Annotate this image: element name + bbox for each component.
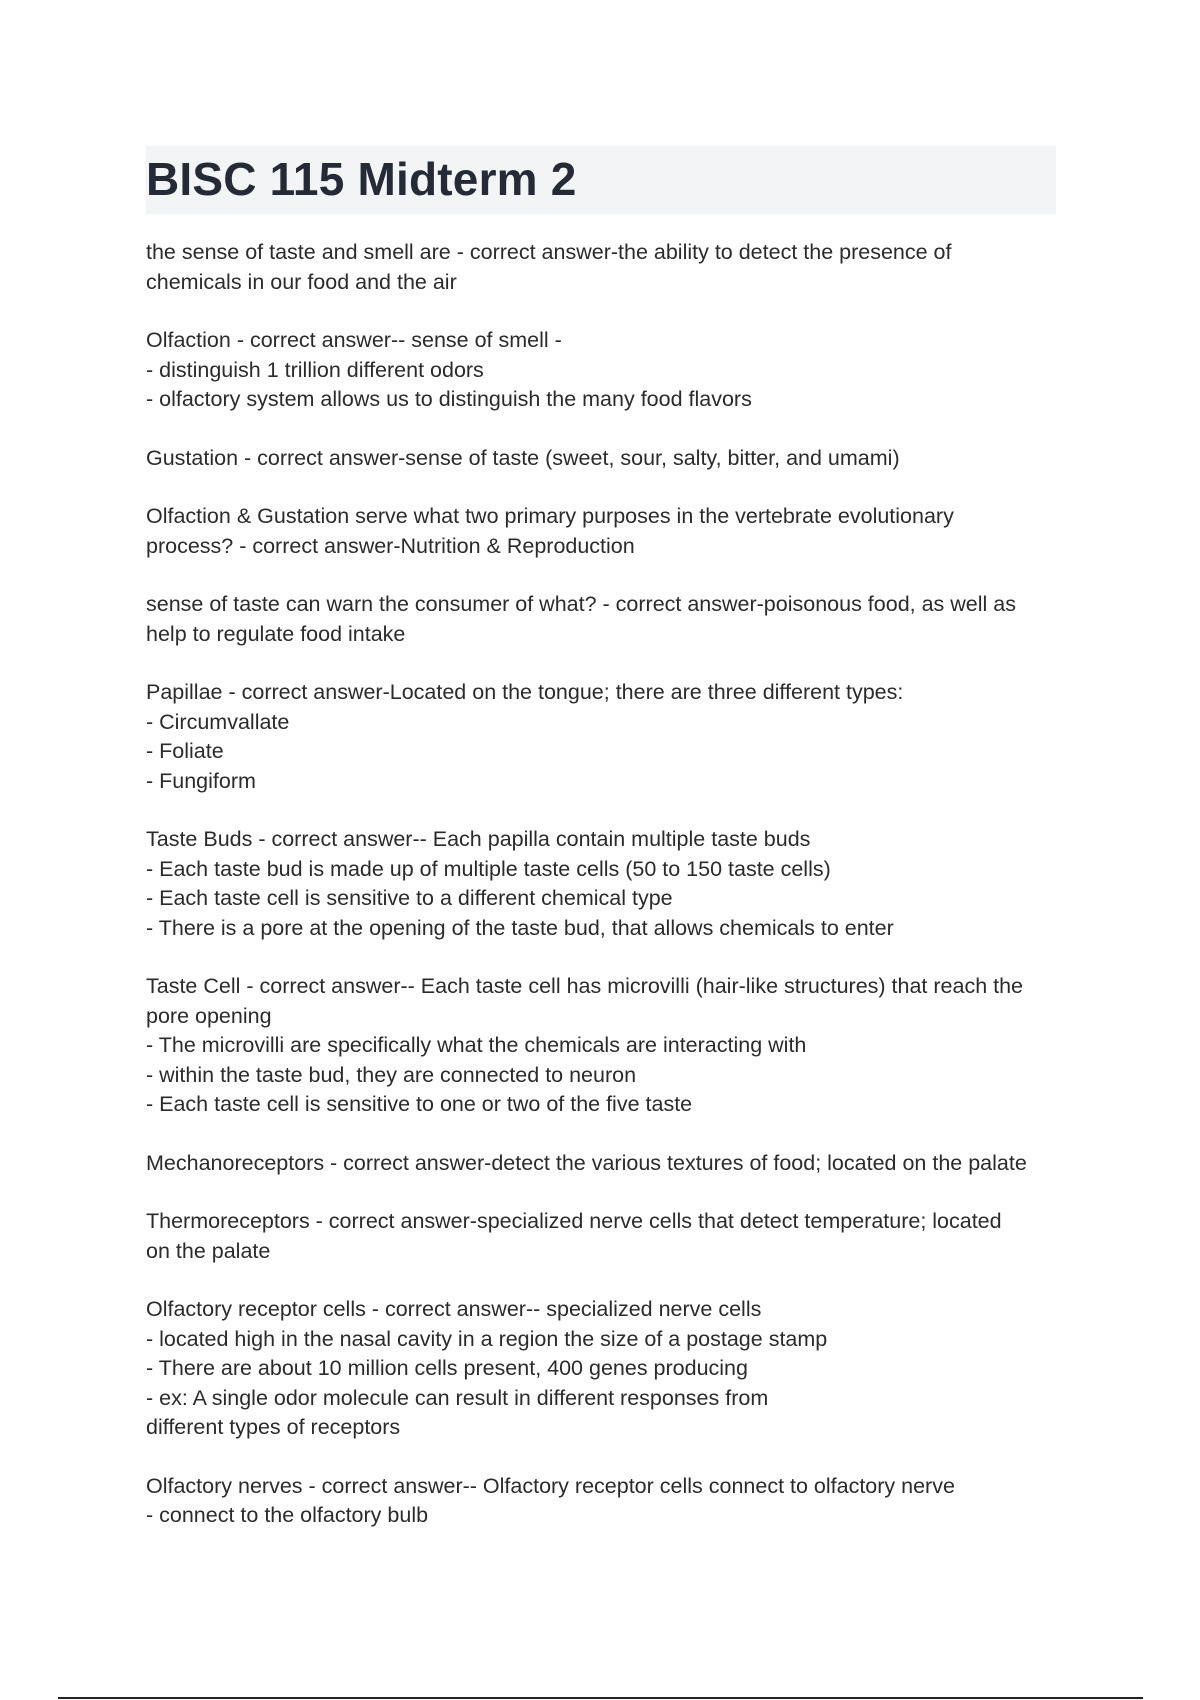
entry-line: chemicals in our food and the air — [146, 269, 457, 294]
flashcard-entry — [146, 444, 1066, 474]
entry-line: Papillae - correct answer-Located on the tongue; there are three different types: — [146, 680, 904, 704]
entry-line: Taste Cell - correct answer-- Each taste cell has microvilli (hair-like structures) that reach the — [146, 974, 1024, 998]
entry-line: - Each taste cell is sensitive to one or two of the five taste — [146, 1092, 693, 1116]
flashcard-entry — [146, 590, 1066, 649]
entry-line: - olfactory system allows us to distinguish the many food flavors — [146, 387, 752, 411]
entry-line: - distinguish 1 trillion different odors — [146, 357, 484, 382]
entry-line: Taste Buds - correct answer-- Each papilla contain multiple taste buds — [146, 827, 811, 851]
entry-line: - Circumvallate — [146, 709, 290, 734]
entry-line: - within the taste bud, they are connected to neuron — [146, 1062, 637, 1087]
entry-line: pore opening — [146, 1003, 272, 1028]
entry-line: help to regulate food intake — [146, 621, 406, 646]
flashcard-entry — [146, 238, 1066, 297]
entry-line: - located high in the nasal cavity in a region the size of a postage stamp — [146, 1326, 828, 1351]
entry-line: Mechanoreceptors - correct answer-detect the various textures of food; located on the palate — [146, 1150, 1027, 1175]
page-title: BISC 115 Midterm 2 — [146, 153, 577, 205]
flashcard-entry — [146, 1472, 1066, 1531]
entry-line: - ex: A single odor molecule can result in different responses from — [146, 1385, 769, 1410]
flashcard-entry — [146, 502, 1066, 561]
entry-line: - The microvilli are specifically what the chemicals are interacting with — [146, 1033, 807, 1057]
entry-line: - There are about 10 million cells present, 400 genes producing — [146, 1356, 748, 1380]
flashcard-list — [146, 238, 1066, 1560]
entry-line: sense of taste can warn the consumer of what? - correct answer-poisonous food, as well as — [146, 592, 1016, 616]
entry-line: process? - correct answer-Nutrition & Reproduction — [146, 533, 635, 558]
flashcard-entry — [146, 1207, 1066, 1266]
entry-line: - Fungiform — [146, 768, 256, 793]
entry-line: - Each taste cell is sensitive to a different chemical type — [146, 886, 673, 910]
entry-line: on the palate — [146, 1238, 271, 1263]
entry-line: Olfactory nerves - correct answer-- Olfactory receptor cells connect to olfactory nerve — [146, 1473, 955, 1498]
entry-line: Olfactory receptor cells - correct answer-- specialized nerve cells — [146, 1297, 762, 1321]
flashcard-entry — [146, 326, 1066, 415]
entry-line: - Foliate — [146, 739, 224, 763]
entry-line: Olfaction & Gustation serve what two primary purposes in the vertebrate evolutionary — [146, 504, 954, 528]
flashcard-entry — [146, 972, 1066, 1120]
entry-line: - Each taste bud is made up of multiple taste cells (50 to 150 taste cells) — [146, 856, 831, 881]
entry-line: - connect to the olfactory bulb — [146, 1503, 429, 1527]
flashcard-entry — [146, 678, 1066, 796]
entry-line: - There is a pore at the opening of the taste bud, that allows chemicals to enter — [146, 915, 894, 940]
entry-line: Gustation - correct answer-sense of taste (sweet, sour, salty, bitter, and umami) — [146, 445, 900, 470]
title-banner — [146, 146, 1056, 214]
flashcard-entry — [146, 1295, 1066, 1443]
page-footer-divider — [58, 1697, 1143, 1699]
entry-line: the sense of taste and smell are - correct answer-the ability to detect the presence of — [146, 240, 952, 264]
entry-line: different types of receptors — [146, 1415, 401, 1439]
flashcard-entry — [146, 825, 1066, 943]
entry-line: Olfaction - correct answer-- sense of smell - — [146, 328, 562, 352]
entry-line: Thermoreceptors - correct answer-specialized nerve cells that detect temperature; located — [146, 1209, 1002, 1233]
flashcard-entry — [146, 1149, 1066, 1179]
